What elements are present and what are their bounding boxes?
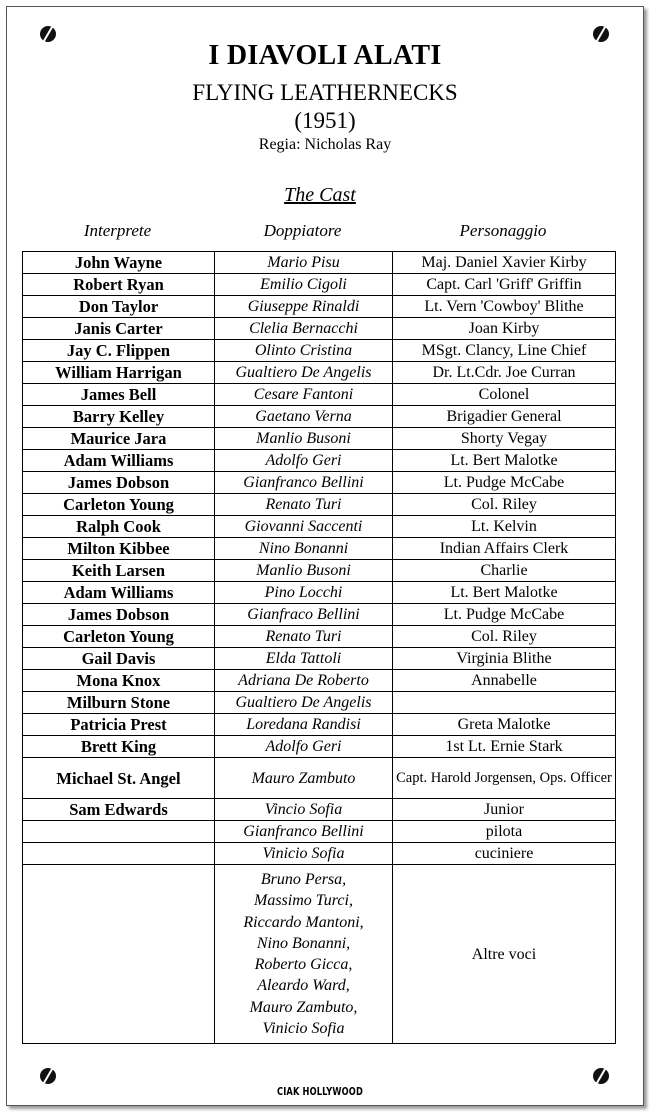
- role-cell: [393, 692, 616, 714]
- role-cell: Brigadier General: [393, 406, 616, 428]
- ciak-hollywood-logo: CIAK HOLLYWOOD: [277, 1085, 363, 1098]
- dubber-cell: Gaetano Verna: [215, 406, 393, 428]
- actor-cell: Maurice Jara: [23, 428, 215, 450]
- dubber-cell: Vinicio Sofia: [215, 843, 393, 865]
- dubber-cell: Renato Turi: [215, 626, 393, 648]
- table-row: [23, 821, 616, 843]
- cast-table: [22, 251, 616, 1044]
- dubber-cell: Gianfranco Bellini: [215, 821, 393, 843]
- dubber-cell: Mauro Zambuto: [215, 758, 393, 799]
- actor-cell: John Wayne: [23, 252, 215, 274]
- dubber-cell: Olinto Cristina: [215, 340, 393, 362]
- actor-cell: Patricia Prest: [23, 714, 215, 736]
- role-cell: Col. Riley: [393, 494, 616, 516]
- table-row: [23, 714, 616, 736]
- role-cell: cuciniere: [393, 843, 616, 865]
- role-cell: Shorty Vegay: [393, 428, 616, 450]
- column-header-dubber: Doppiatore: [263, 221, 342, 240]
- table-row: [23, 252, 616, 274]
- dubber-name: Nino Bonanni,: [256, 934, 351, 952]
- dubber-name: Roberto Gicca,: [254, 956, 353, 974]
- screw-icon: [593, 1068, 609, 1084]
- table-row: [23, 318, 616, 340]
- table-row: [23, 472, 616, 494]
- role-cell: Annabelle: [393, 670, 616, 692]
- actor-cell: Gail Davis: [23, 648, 215, 670]
- actor-cell: James Bell: [23, 384, 215, 406]
- dubber-cell: Loredana Randisi: [215, 714, 393, 736]
- role-cell: Maj. Daniel Xavier Kirby: [393, 252, 616, 274]
- role-cell: Dr. Lt.Cdr. Joe Curran: [393, 362, 616, 384]
- actor-cell: Brett King: [23, 736, 215, 758]
- actor-cell: [23, 843, 215, 865]
- table-row: [23, 406, 616, 428]
- table-row: [23, 384, 616, 406]
- column-header-role: Personaggio: [459, 221, 547, 240]
- dubber-cell: Manlio Busoni: [215, 560, 393, 582]
- role-cell: 1st Lt. Ernie Stark: [393, 736, 616, 758]
- role-cell: Lt. Pudge McCabe: [393, 604, 616, 626]
- dubber-cell: Pino Locchi: [215, 582, 393, 604]
- dubber-name: Bruno Persa,: [260, 871, 347, 888]
- table-row: [23, 450, 616, 472]
- actor-cell: Adam Williams: [23, 582, 215, 604]
- table-row: [23, 362, 616, 384]
- role-cell: Charlie: [393, 560, 616, 582]
- actor-cell: Barry Kelley: [23, 406, 215, 428]
- table-row: [23, 692, 616, 714]
- dubber-cell: Emilio Cigoli: [215, 274, 393, 296]
- table-row: [23, 758, 616, 799]
- actor-cell: Sam Edwards: [23, 799, 215, 821]
- other-voices-dubbers: [215, 865, 393, 1044]
- actor-cell: Michael St. Angel: [23, 758, 215, 799]
- table-row: [23, 494, 616, 516]
- cast-heading: The Cast: [284, 184, 356, 206]
- dubber-cell: Nino Bonanni: [215, 538, 393, 560]
- dubber-cell: Adolfo Geri: [215, 736, 393, 758]
- role-cell: Lt. Bert Malotke: [393, 450, 616, 472]
- actor-cell: Ralph Cook: [23, 516, 215, 538]
- table-row: [23, 428, 616, 450]
- dubber-cell: Cesare Fantoni: [215, 384, 393, 406]
- screw-icon: [40, 1068, 56, 1084]
- actor-cell: [23, 821, 215, 843]
- actor-cell: Carleton Young: [23, 626, 215, 648]
- actor-cell: Keith Larsen: [23, 560, 215, 582]
- role-cell: Lt. Kelvin: [393, 516, 616, 538]
- table-row: [23, 670, 616, 692]
- actor-cell: [23, 865, 215, 1044]
- italian-title: I DIAVOLI ALATI: [208, 40, 442, 71]
- dubber-cell: Giovanni Saccenti: [215, 516, 393, 538]
- role-cell: Colonel: [393, 384, 616, 406]
- role-cell: Col. Riley: [393, 626, 616, 648]
- table-row: [23, 736, 616, 758]
- dubber-name: Mauro Zambuto,: [249, 998, 358, 1016]
- actor-cell: Mona Knox: [23, 670, 215, 692]
- role-cell: Junior: [393, 799, 616, 821]
- dubber-cell: Mario Pisu: [215, 252, 393, 274]
- role-cell: Lt. Pudge McCabe: [393, 472, 616, 494]
- table-row: [23, 538, 616, 560]
- table-row: [23, 274, 616, 296]
- dubber-cell: Adriana De Roberto: [215, 670, 393, 692]
- column-header-actor: Interprete: [83, 221, 152, 240]
- role-cell: Virginia Blithe: [393, 648, 616, 670]
- table-row: [23, 560, 616, 582]
- actor-cell: Milton Kibbee: [23, 538, 215, 560]
- dubber-cell: Gianfranco Bellini: [215, 472, 393, 494]
- table-row: [23, 799, 616, 821]
- dubber-cell: Gualtiero De Angelis: [215, 362, 393, 384]
- actor-cell: William Harrigan: [23, 362, 215, 384]
- actor-cell: Jay C. Flippen: [23, 340, 215, 362]
- role-cell: MSgt. Clancy, Line Chief: [393, 340, 616, 362]
- dubber-cell: Renato Turi: [215, 494, 393, 516]
- dubber-cell: Gianfraco Bellini: [215, 604, 393, 626]
- actor-cell: Don Taylor: [23, 296, 215, 318]
- dubber-cell: Elda Tattoli: [215, 648, 393, 670]
- table-row: [23, 843, 616, 865]
- dubber-name: Aleardo Ward,: [257, 977, 350, 995]
- table-row: [23, 340, 616, 362]
- role-cell: Greta Malotke: [393, 714, 616, 736]
- release-year: (1951): [294, 108, 356, 133]
- dubber-name: Vinicio Sofia: [262, 1020, 345, 1038]
- actor-cell: Milburn Stone: [23, 692, 215, 714]
- role-cell: Capt. Harold Jorgensen, Ops. Officer: [393, 758, 616, 799]
- role-cell: Indian Affairs Clerk: [393, 538, 616, 560]
- table-row: [23, 604, 616, 626]
- actor-cell: James Dobson: [23, 604, 215, 626]
- actor-cell: Adam Williams: [23, 450, 215, 472]
- actor-cell: Carleton Young: [23, 494, 215, 516]
- table-row-other-voices: [23, 865, 616, 1044]
- dubber-cell: Clelia Bernacchi: [215, 318, 393, 340]
- dubber-cell: Vincio Sofia: [215, 799, 393, 821]
- table-row: [23, 626, 616, 648]
- table-row: [23, 582, 616, 604]
- director-credit: Regia: Nicholas Ray: [258, 136, 392, 153]
- actor-cell: Robert Ryan: [23, 274, 215, 296]
- dubber-name: Massimo Turci,: [254, 892, 353, 910]
- role-cell: Joan Kirby: [393, 318, 616, 340]
- dubber-cell: Giuseppe Rinaldi: [215, 296, 393, 318]
- table-row: [23, 296, 616, 318]
- actor-cell: Janis Carter: [23, 318, 215, 340]
- table-row: [23, 648, 616, 670]
- role-cell: Altre voci: [393, 865, 616, 1044]
- actor-cell: James Dobson: [23, 472, 215, 494]
- role-cell: Lt. Bert Malotke: [393, 582, 616, 604]
- dubber-cell: Gualtiero De Angelis: [215, 692, 393, 714]
- dubber-cell: Manlio Busoni: [215, 428, 393, 450]
- dubber-cell: Adolfo Geri: [215, 450, 393, 472]
- dubber-name: Riccardo Mantoni,: [243, 913, 364, 931]
- role-cell: Lt. Vern 'Cowboy' Blithe: [393, 296, 616, 318]
- role-cell: pilota: [393, 821, 616, 843]
- original-title: FLYING LEATHERNECKS: [192, 80, 458, 105]
- table-row: [23, 516, 616, 538]
- role-cell: Capt. Carl 'Griff' Griffin: [393, 274, 616, 296]
